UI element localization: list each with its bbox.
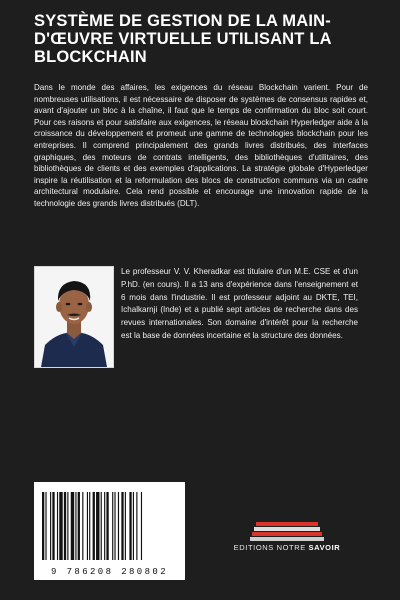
isbn-barcode bbox=[34, 482, 185, 580]
barcode-bar bbox=[64, 492, 66, 560]
barcode-bar bbox=[89, 492, 90, 560]
barcode-bar bbox=[133, 492, 134, 560]
author-photo bbox=[34, 266, 114, 368]
barcode-bar bbox=[125, 492, 126, 560]
barcode-bar bbox=[129, 492, 131, 560]
barcode-bar bbox=[52, 492, 54, 560]
barcode-bars bbox=[42, 492, 177, 560]
barcode-bar bbox=[96, 492, 99, 560]
book-description bbox=[34, 82, 368, 210]
barcode-bar bbox=[121, 492, 123, 560]
barcode-bar bbox=[112, 492, 113, 560]
barcode-bar bbox=[59, 492, 62, 560]
barcode-bar bbox=[67, 492, 68, 560]
barcode-bar bbox=[136, 492, 137, 560]
barcode-bar bbox=[75, 492, 76, 560]
book-stack-icon bbox=[210, 520, 364, 542]
barcode-bar bbox=[114, 492, 115, 560]
barcode-bar bbox=[82, 492, 83, 560]
publisher-name bbox=[210, 543, 364, 552]
author-bio: Le professeur V. V. Kheradkar est titulaire d'un M.E. CSE et d'un P.hD. (en cours). Il a 13 ans d'expérience dans l'enseignement et 6 mois dans l'industrie. Il est professeur adjoint au DKTE, TEI, Ichalkarnji (Inde) et a publié sept articles de recherche dans des revues internationales. Son domaine d'intérêt pour la recherche est la base de données incertaine et la structure des données. bbox=[121, 267, 358, 340]
barcode-bar bbox=[42, 492, 44, 560]
barcode-bar bbox=[50, 492, 51, 560]
barcode-bar bbox=[141, 492, 142, 560]
publisher-name-part1: EDITIONS NOTRE bbox=[233, 543, 309, 552]
description-text: Dans le monde des affaires, les exigences du réseau Blockchain varient. Pour de nombreuses utilisations, il est nécessaire de disposer de systèmes de consensus rapides et, avant d'ajouter un bloc à la chaîne, il faut que le temps de confirmation du bloc soit court. Pour ces raisons et pour satisfaire aux exigences, le réseau blockchain Hyperledger aide à la croissance du développement et promeut une gamme de technologies blockchain pour les entreprises. Il comprend principalement des grands livres distribués, des interfaces graphiques, des moteurs de contrats intelligents, des bibliothèques d'utilitaires, des bibliothèques de clients et des exemples d'applications. La stratégie globale d'Hyperledger inspire la réutilisation et la reformulation des blocs de construction communs via un cadre architectural modulaire. Cela rend possible et encourage une innovation rapide de la technologie des grands livres distribués (DLT). bbox=[34, 83, 368, 208]
barcode-bar bbox=[104, 492, 105, 560]
barcode-bar bbox=[93, 492, 95, 560]
author-portrait-image bbox=[35, 267, 113, 367]
barcode-bar bbox=[118, 492, 119, 560]
barcode-bar bbox=[101, 492, 102, 560]
publisher-name-part2: SAVOIR bbox=[308, 543, 341, 552]
barcode-bar bbox=[106, 492, 108, 560]
isbn-digits: 9 786208 280802 bbox=[50, 567, 168, 577]
barcode-bar bbox=[57, 492, 58, 560]
barcode-bar bbox=[45, 492, 46, 560]
publisher-logo bbox=[210, 520, 364, 556]
barcode-bar bbox=[87, 492, 88, 560]
book-title: SYSTÈME DE GESTION DE LA MAIN-D'ŒUVRE VIRTUELLE UTILISANT LA BLOCKCHAIN bbox=[34, 12, 332, 66]
barcode-bar bbox=[78, 492, 80, 560]
barcode-bar bbox=[71, 492, 74, 560]
